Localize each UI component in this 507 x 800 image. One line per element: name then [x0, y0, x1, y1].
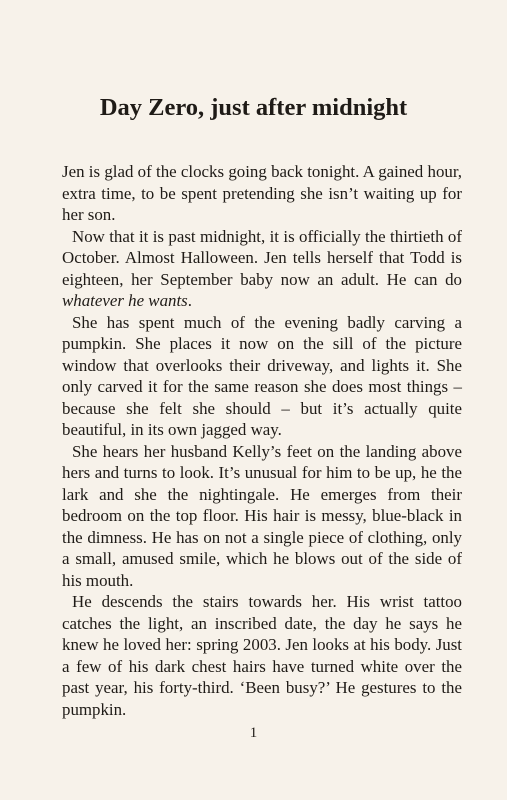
chapter-title: Day Zero, just after midnight: [99, 94, 408, 122]
paragraph-4: She hears her husband Kelly’s feet on the landing above hers and turns to look. It’s unusual for him to be up, he the lark and she the nightingale. He emerges from their bedroom on the top floor. His hair is messy, blue-black in the dimness. He has on not a single piece of clothing, only a small, amused smile, which he blows out of the side of his mouth.: [62, 441, 462, 590]
paragraph-2-emphasis: whatever he wants: [62, 291, 188, 310]
paragraph-2-text: Now that it is past midnight, it is officially the thirtieth of October. Almost Halloween. Jen tells herself that Todd is eighteen, her September baby now an adult. He can do: [62, 226, 462, 289]
chapter-body: [62, 161, 462, 720]
page-number: 1: [249, 725, 258, 741]
paragraph-2-end: .: [187, 291, 192, 310]
paragraph-2: [62, 226, 462, 312]
paragraph-3: She has spent much of the evening badly carving a pumpkin. She places it now on the sill of the picture window that overlooks their driveway, and lights it. She only carved it for the same reason she does most things – because she felt she should – but it’s actually quite beautiful, in its own jagged way.: [62, 312, 462, 439]
paragraph-1: Jen is glad of the clocks going back tonight. A gained hour, extra time, to be spent pretending she isn’t waiting up for her son.: [62, 162, 462, 224]
paragraph-5: He descends the stairs towards her. His wrist tattoo catches the light, an inscribed date, the day he says he knew he loved her: spring 2003. Jen looks at his body. Just a few of his dark chest hairs have turned white over the past year, his forty-third. ‘Been busy?’ He gestures to the pumpkin.: [62, 592, 462, 719]
